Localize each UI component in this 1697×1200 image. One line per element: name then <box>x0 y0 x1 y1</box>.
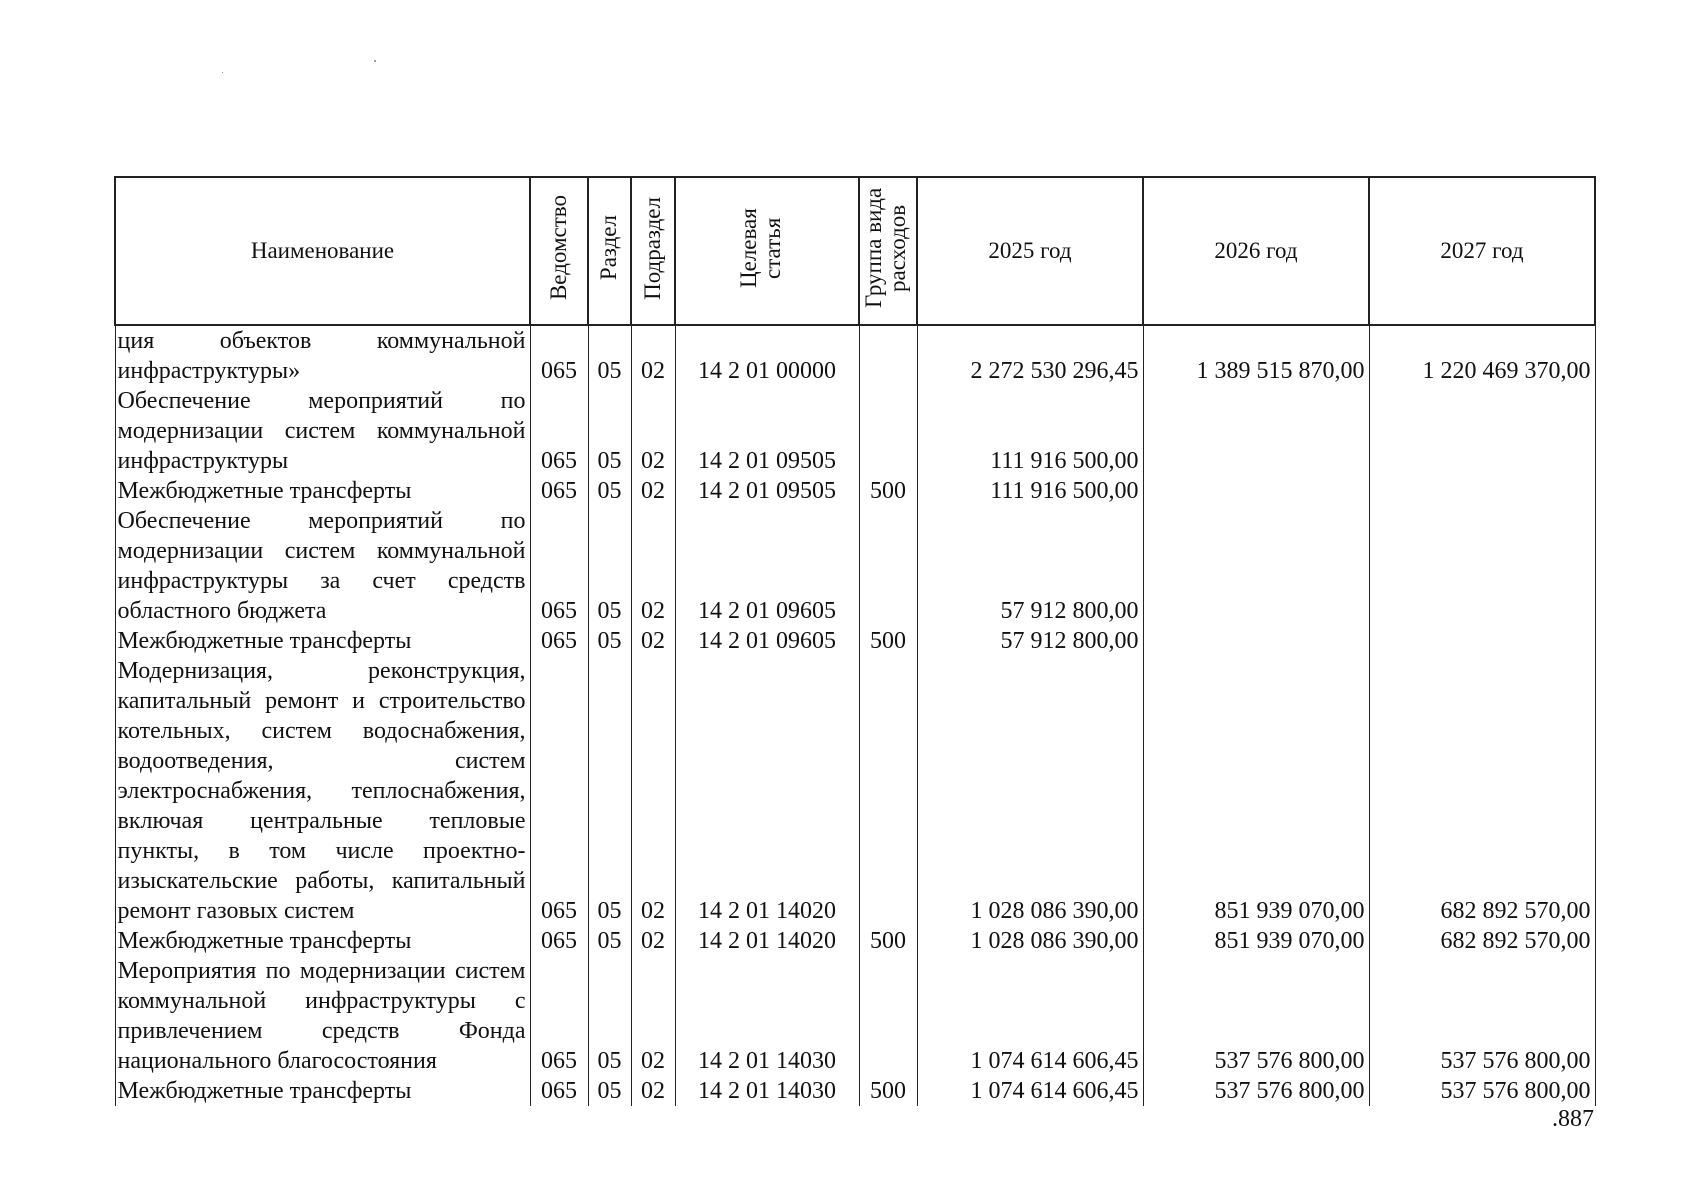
cell-celevaya: 14 2 01 14030 <box>675 1076 859 1106</box>
cell-2026 <box>1143 476 1369 506</box>
table-row <box>115 926 1595 956</box>
cell-razdel: 05 <box>588 1076 631 1106</box>
cell-razdel: 05 <box>588 656 631 926</box>
header-razdel <box>588 177 631 325</box>
cell-name: Межбюджетные трансферты <box>115 1076 530 1106</box>
cell-gruppa <box>859 325 917 386</box>
cell-2027: 537 576 800,00 <box>1369 956 1595 1076</box>
cell-2025: 2 272 530 296,45 <box>917 325 1143 386</box>
cell-2026 <box>1143 386 1369 476</box>
table-row <box>115 506 1595 626</box>
cell-podrazdel: 02 <box>631 386 675 476</box>
cell-name: Межбюджетные трансферты <box>115 476 530 506</box>
cell-2026: 537 576 800,00 <box>1143 1076 1369 1106</box>
cell-celevaya: 14 2 01 09505 <box>675 386 859 476</box>
cell-vedomstvo: 065 <box>530 626 588 656</box>
cell-podrazdel: 02 <box>631 506 675 626</box>
table-row <box>115 325 1595 386</box>
cell-2027 <box>1369 626 1595 656</box>
cell-2027: 1 220 469 370,00 <box>1369 325 1595 386</box>
cell-2027: 682 892 570,00 <box>1369 926 1595 956</box>
cell-razdel: 05 <box>588 476 631 506</box>
cell-vedomstvo: 065 <box>530 506 588 626</box>
header-2027 <box>1369 177 1595 325</box>
cell-gruppa: 500 <box>859 1076 917 1106</box>
cell-celevaya: 14 2 01 09605 <box>675 626 859 656</box>
cell-podrazdel: 02 <box>631 325 675 386</box>
cell-2026 <box>1143 506 1369 626</box>
header-2027-label: 2027 год <box>1440 238 1524 263</box>
cell-2026: 537 576 800,00 <box>1143 956 1369 1076</box>
header-name-label: Наименование <box>250 238 395 263</box>
header-gruppa-label: Группа вида расходов <box>861 187 911 309</box>
cell-vedomstvo: 065 <box>530 1076 588 1106</box>
cell-gruppa <box>859 656 917 926</box>
cell-celevaya: 14 2 01 14020 <box>675 656 859 926</box>
cell-2025: 1 028 086 390,00 <box>917 656 1143 926</box>
header-gruppa <box>859 177 917 325</box>
header-vedomstvo <box>530 177 588 325</box>
budget-table <box>114 176 1596 1106</box>
scan-speck <box>374 60 376 62</box>
header-2025 <box>917 177 1143 325</box>
cell-2025: 57 912 800,00 <box>917 506 1143 626</box>
cell-name: Обеспечение мероприятий по модернизации систем коммунальной инфраструктуры <box>115 386 530 476</box>
cell-2026 <box>1143 626 1369 656</box>
cell-2025: 1 074 614 606,45 <box>917 956 1143 1076</box>
cell-2027 <box>1369 386 1595 476</box>
cell-2026: 851 939 070,00 <box>1143 926 1369 956</box>
cell-celevaya: 14 2 01 09605 <box>675 506 859 626</box>
table-row <box>115 956 1595 1076</box>
header-name <box>115 177 530 325</box>
cell-podrazdel: 02 <box>631 1076 675 1106</box>
cell-2027 <box>1369 476 1595 506</box>
cell-razdel: 05 <box>588 626 631 656</box>
cell-celevaya: 14 2 01 14020 <box>675 926 859 956</box>
cell-razdel: 05 <box>588 386 631 476</box>
cell-razdel: 05 <box>588 926 631 956</box>
cell-2027: 682 892 570,00 <box>1369 656 1595 926</box>
cell-gruppa <box>859 506 917 626</box>
table-row <box>115 656 1595 926</box>
cell-celevaya: 14 2 01 00000 <box>675 325 859 386</box>
cell-2025: 111 916 500,00 <box>917 476 1143 506</box>
cell-gruppa <box>859 956 917 1076</box>
cell-gruppa: 500 <box>859 926 917 956</box>
cell-vedomstvo: 065 <box>530 926 588 956</box>
cell-podrazdel: 02 <box>631 626 675 656</box>
table-row <box>115 476 1595 506</box>
table-row <box>115 626 1595 656</box>
cell-vedomstvo: 065 <box>530 656 588 926</box>
header-2025-label: 2025 год <box>988 238 1072 263</box>
cell-gruppa <box>859 386 917 476</box>
header-celevaya <box>675 177 859 325</box>
header-2026-label: 2026 год <box>1214 238 1298 263</box>
cell-name: Межбюджетные трансферты <box>115 926 530 956</box>
cell-razdel: 05 <box>588 325 631 386</box>
cell-name: Обеспечение мероприятий по модернизации систем коммунальной инфраструктуры за счет средств областного бюджета <box>115 506 530 626</box>
cell-2027: 537 576 800,00 <box>1369 1076 1595 1106</box>
header-razdel-label: Раздел <box>596 215 622 281</box>
table-header <box>115 177 1595 325</box>
cell-podrazdel: 02 <box>631 956 675 1076</box>
table-row <box>115 386 1595 476</box>
header-podrazdel-label: Подраздел <box>639 196 665 300</box>
header-2026 <box>1143 177 1369 325</box>
cell-vedomstvo: 065 <box>530 476 588 506</box>
cell-2026: 851 939 070,00 <box>1143 656 1369 926</box>
cell-vedomstvo: 065 <box>530 386 588 476</box>
cell-vedomstvo: 065 <box>530 325 588 386</box>
page-number: .887 <box>1552 1106 1594 1132</box>
cell-2026: 1 389 515 870,00 <box>1143 325 1369 386</box>
cell-podrazdel: 02 <box>631 926 675 956</box>
cell-celevaya: 14 2 01 09505 <box>675 476 859 506</box>
scan-speck <box>222 72 223 73</box>
cell-gruppa: 500 <box>859 476 917 506</box>
cell-celevaya: 14 2 01 14030 <box>675 956 859 1076</box>
cell-2025: 57 912 800,00 <box>917 626 1143 656</box>
cell-vedomstvo: 065 <box>530 956 588 1076</box>
cell-podrazdel: 02 <box>631 476 675 506</box>
cell-2027 <box>1369 506 1595 626</box>
cell-2025: 1 074 614 606,45 <box>917 1076 1143 1106</box>
cell-name: Модернизация, реконструкция, капитальный ремонт и строительство котельных, систем водоснабжения, водоотведения, систем электроснабжения, теплоснабжения, включая центральные тепловые пункты, в том числе проектно-изыскательские работы, капитальный ремонт газовых систем <box>115 656 530 926</box>
cell-gruppa: 500 <box>859 626 917 656</box>
cell-2025: 111 916 500,00 <box>917 386 1143 476</box>
cell-podrazdel: 02 <box>631 656 675 926</box>
header-podrazdel <box>631 177 675 325</box>
cell-2025: 1 028 086 390,00 <box>917 926 1143 956</box>
cell-name: Межбюджетные трансферты <box>115 626 530 656</box>
table-body <box>115 325 1595 1106</box>
table-row <box>115 1076 1595 1106</box>
cell-razdel: 05 <box>588 956 631 1076</box>
cell-name: Мероприятия по модернизации систем коммунальной инфраструктуры с привлечением средств Фонда национального благосостояния <box>115 956 530 1076</box>
cell-razdel: 05 <box>588 506 631 626</box>
header-celevaya-label: Целевая статья <box>736 208 786 288</box>
header-vedomstvo-label: Ведомство <box>545 195 571 301</box>
cell-name: ция объектов коммунальной инфраструктуры» <box>115 325 530 386</box>
